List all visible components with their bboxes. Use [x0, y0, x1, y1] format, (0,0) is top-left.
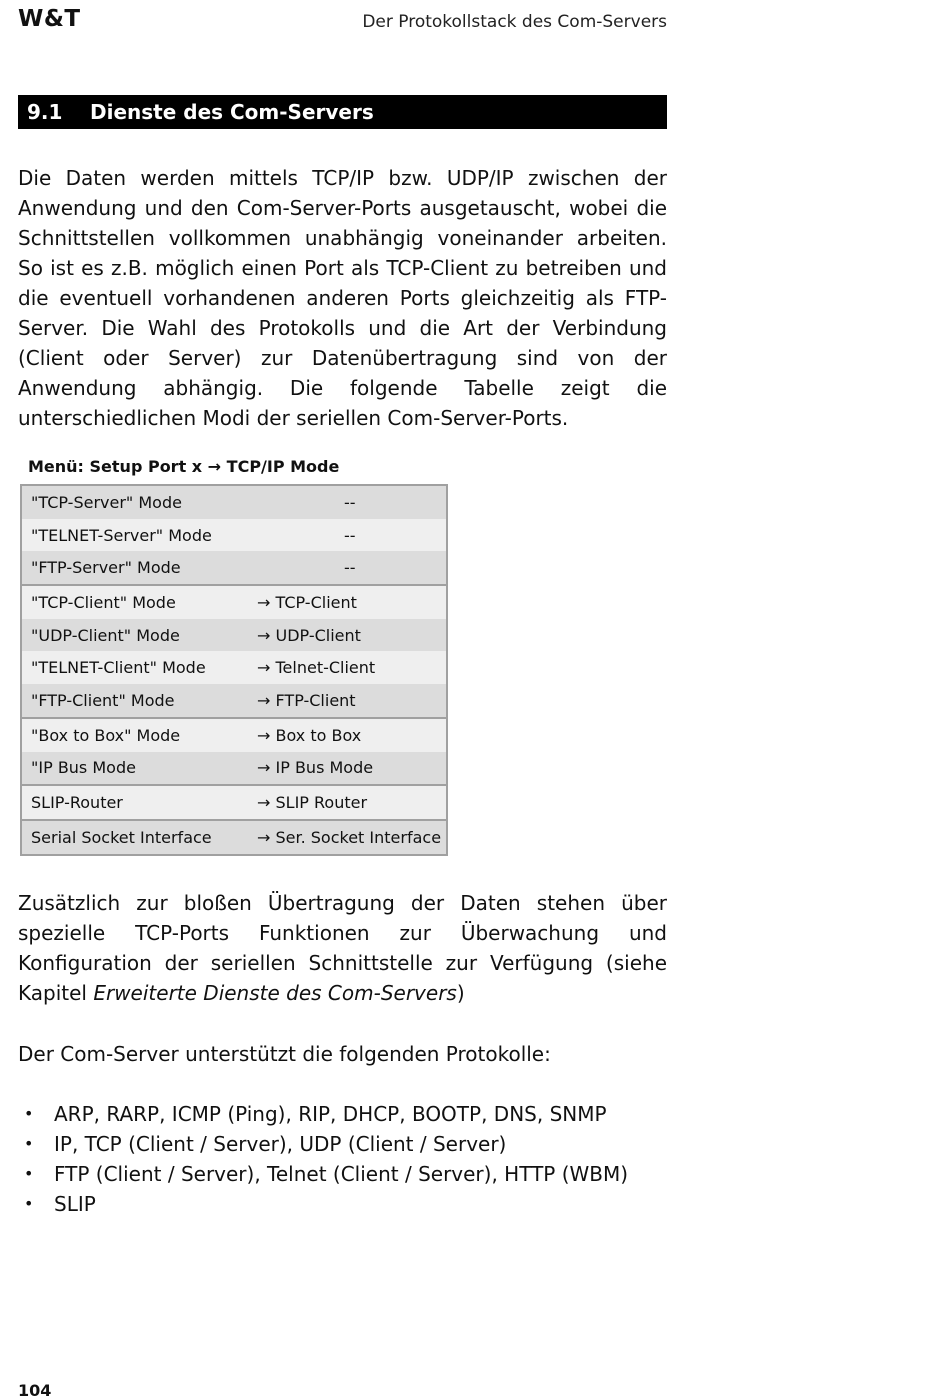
target-cell: → FTP-Client [257, 690, 356, 710]
mode-cell: Serial Socket Interface [21, 820, 257, 855]
mode-cell: "Box to Box" Mode [21, 718, 257, 752]
mode-cell: "TCP-Server" Mode [31, 492, 182, 512]
target-cell: → TCP-Client [257, 585, 447, 619]
mode-cell: "IP Bus Mode [31, 758, 136, 778]
table-caption: Menü: Setup Port x → TCP/IP Mode [28, 457, 340, 476]
protocol-list [18, 1099, 628, 1219]
chapter-reference: Erweiterte Dienste des Com-Servers [93, 981, 457, 1005]
target-cell: → UDP-Client [257, 625, 361, 645]
list-item: • FTP (Client / Server), Telnet (Client / Server), HTTP (WBM) [18, 1159, 628, 1189]
target-cell: → IP Bus Mode [257, 758, 374, 778]
closing-paren: ) [456, 981, 465, 1005]
table-row [21, 718, 447, 752]
target-cell: → Box to Box [257, 718, 447, 752]
bullet-icon: • [24, 1104, 34, 1123]
mode-cell: SLIP-Router [21, 785, 257, 820]
table-row [21, 619, 447, 652]
target-cell: -- [344, 492, 356, 512]
mode-table [20, 484, 448, 856]
table-row [21, 785, 447, 820]
list-item: • IP, TCP (Client / Server), UDP (Client / Server) [18, 1129, 628, 1159]
target-cell: → Telnet-Client [257, 658, 376, 678]
intro-paragraph: Die Daten werden mittels TCP/IP bzw. UDP/IP zwischen der Anwendung und den Com-Server-Ports ausgetauscht, wobei die Schnittstellen vollkommen unabhängig voneinander arbeiten. So ist es z.B. möglich einen Port als TCP-Client zu betreiben und die eventuell vorhandenen anderen Ports gleichzeitig als FTP-Server. Die Wahl des Protokolls und die Art der Verbindung (Client oder Server) zur Datenübertragung sind von der Anwendung abhängig. Die folgende Tabelle zeigt die unterschiedlichen Modi der seriellen Com-Server-Ports. [18, 166, 667, 430]
target-cell: -- [344, 525, 356, 545]
services-paragraph [18, 888, 667, 1008]
table-row [21, 651, 447, 684]
company-logo: W&T [18, 6, 81, 32]
page-number: 104 [18, 1381, 52, 1400]
bullet-icon: • [24, 1194, 34, 1213]
target-cell: → SLIP Router [257, 785, 447, 820]
list-item: • SLIP [18, 1189, 628, 1219]
target-cell: -- [344, 558, 356, 578]
bullet-icon: • [24, 1164, 34, 1183]
table-row [21, 519, 447, 552]
section-title: Dienste des Com-Servers [90, 100, 374, 124]
table-row [21, 551, 447, 585]
bullet-icon: • [24, 1134, 34, 1153]
mode-cell: "FTP-Server" Mode [31, 558, 181, 578]
mode-cell: "TCP-Client" Mode [21, 585, 257, 619]
mode-cell: "TELNET-Server" Mode [31, 525, 212, 545]
list-item: • ARP, RARP, ICMP (Ping), RIP, DHCP, BOOTP, DNS, SNMP [18, 1099, 628, 1129]
running-title: Der Protokollstack des Com-Servers [362, 12, 667, 32]
protocols-intro: Der Com-Server unterstützt die folgenden Protokolle: [18, 1042, 551, 1066]
table-row [21, 485, 447, 519]
section-heading [18, 95, 667, 129]
table-row [21, 820, 447, 855]
section-number: 9.1 [27, 100, 63, 124]
services-text: Zusätzlich zur bloßen Übertragung der Daten stehen über spezielle TCP-Ports Funktionen zur Überwachung und Konfiguration der seriellen Schnittstelle zur Verfügung (siehe Kapitel [18, 891, 667, 1005]
target-cell: → Ser. Socket Interface [257, 820, 447, 855]
table-row [21, 684, 447, 718]
mode-cell: "UDP-Client" Mode [31, 625, 180, 645]
table-row [21, 585, 447, 619]
table-row [21, 752, 447, 786]
mode-cell: "FTP-Client" Mode [31, 690, 175, 710]
mode-cell: "TELNET-Client" Mode [31, 658, 206, 678]
